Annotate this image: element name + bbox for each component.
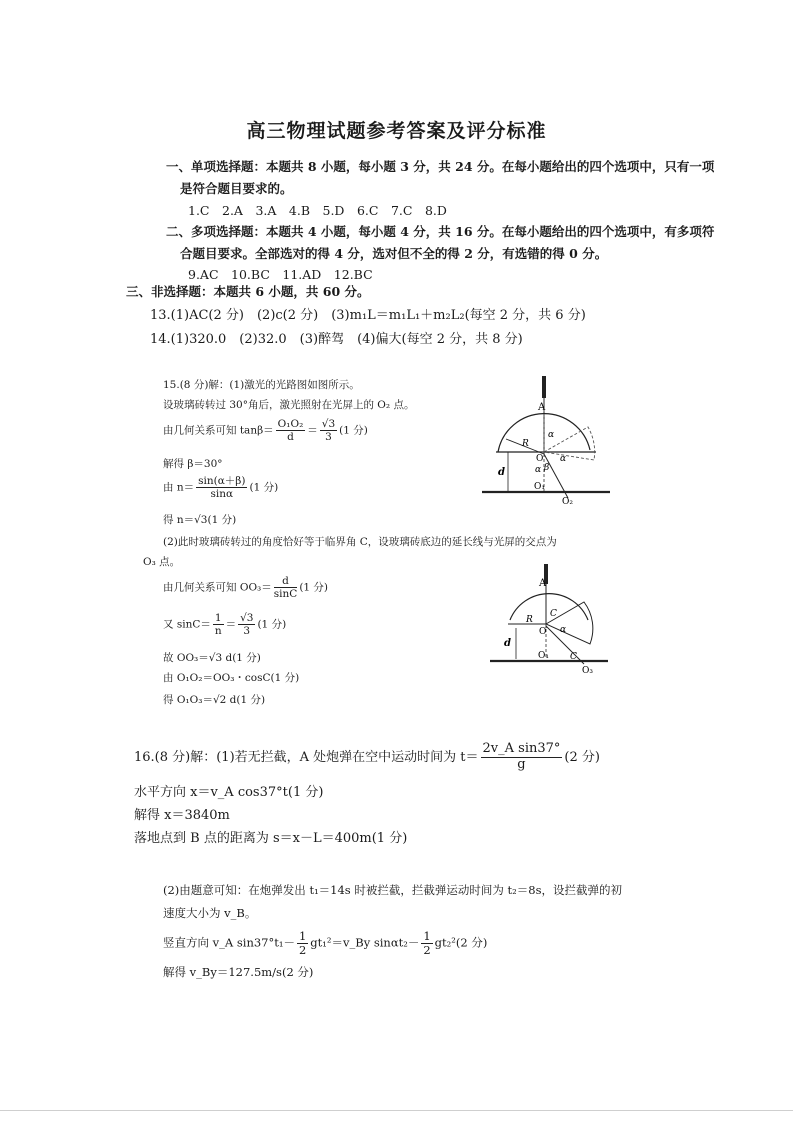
label-beta-1: β bbox=[544, 463, 550, 473]
q15-line2: 设玻璃砖转过 30°角后，激光照射在光屏上的 O₂ 点。 bbox=[163, 399, 415, 411]
q16-line5a: (2)由题意可知：在炮弹发出 t₁＝14s 时被拦截，拦截弹运动时间为 t₂＝8s，设拦截弹的初 bbox=[163, 883, 622, 897]
section1-heading-line1: 一、单项选择题：本题共 8 小题，每小题 3 分，共 24 分。在每小题给出的四个选项中，只有一项 bbox=[166, 159, 715, 174]
section2-heading-line1: 二、多项选择题：本题共 4 小题，每小题 4 分，共 16 分。在每小题给出的四个选项中，有多项符 bbox=[166, 224, 715, 239]
section2-answers: 9.AC 10.BC 11.AD 12.BC bbox=[188, 267, 373, 282]
section2-heading-line2: 合题目要求。全部选对的得 4 分，选对但不全的得 2 分，有选错的得 0 分。 bbox=[180, 246, 608, 261]
label-o1-2: O₁ bbox=[538, 651, 549, 661]
label-r-2: R bbox=[526, 615, 533, 625]
q15-line4: 解得 β＝30° bbox=[163, 458, 223, 470]
label-alpha-2: α bbox=[560, 625, 567, 635]
label-o-2: O bbox=[539, 627, 547, 637]
label-d-2: d bbox=[504, 638, 511, 649]
q15-line10: 故 OO₃＝√3 d(1 分) bbox=[163, 652, 261, 664]
section1-heading-line2: 是符合题目要求的。 bbox=[180, 181, 293, 196]
optics-diagram-1 bbox=[478, 372, 618, 508]
q16-line4: 落地点到 B 点的距离为 s＝x－L＝400m(1 分) bbox=[134, 831, 408, 846]
q15-line12: 得 O₁O₃＝√2 d(1 分) bbox=[163, 694, 266, 706]
q15-line7a: (2)此时玻璃砖转过的角度恰好等于临界角 C，设玻璃砖底边的延长线与光屏的交点为 bbox=[163, 536, 557, 548]
q15-line11: 由 O₁O₂＝OO₃・cosC(1 分) bbox=[163, 672, 300, 684]
q16-line1: 16.(8 分)解：(1)若无拦截，A 处炮弹在空中运动时间为 t＝ $\frac{\text{2v\_A sin37°}}{g}$ (2 分) bbox=[134, 741, 600, 772]
label-o2-1: O₂ bbox=[562, 497, 573, 507]
label-c2-2: C bbox=[570, 652, 577, 662]
page-bottom-divider bbox=[0, 1110, 793, 1111]
label-r-1: R bbox=[522, 439, 529, 449]
q14-answer: 14.(1)320.0 (2)32.0 (3)醉驾 (4)偏大(每空 2 分，共 8 分) bbox=[150, 332, 523, 347]
q15-line8: 由几何关系可知 OO₃＝ $\frac{d}{\sin C}$ (1 分) bbox=[163, 575, 329, 601]
section3-heading: 三、非选择题：本题共 6 小题，共 60 分。 bbox=[126, 284, 370, 299]
q15-line7b: O₃ 点。 bbox=[143, 556, 181, 568]
q16-line2: 水平方向 x＝v_A cos37°t(1 分) bbox=[134, 785, 324, 800]
q15-line9: 又 sinC＝ $\frac{1}{n}$ ＝ $\frac{√3}{3}$ (1 分) bbox=[163, 612, 287, 638]
label-alpha-small-1: α bbox=[535, 465, 542, 475]
label-o1-1: O₁ bbox=[534, 482, 545, 492]
optics-diagram-2 bbox=[488, 560, 612, 680]
q15-line5: 由 n＝ $\frac{\sin(\alpha+\beta)}{\sin\alpha}$ (1 分) bbox=[163, 475, 279, 501]
q16-line7: 解得 v_By＝127.5m/s(2 分) bbox=[163, 965, 314, 979]
label-c-2: C bbox=[550, 609, 557, 619]
q15-line3: 由几何关系可知 tanβ＝ $\frac{\text{O₁O₂}}{d}$ ＝ $\frac{√3}{3}$ (1 分) bbox=[163, 418, 368, 444]
section1-answers: 1.C 2.A 3.A 4.B 5.D 6.C 7.C 8.D bbox=[188, 203, 447, 218]
label-a-2: A bbox=[539, 578, 547, 589]
page-title: 高三物理试题参考答案及评分标准 bbox=[246, 120, 547, 142]
label-a-1: A bbox=[538, 402, 546, 413]
q16-line6: 竖直方向 v_A sin37°t₁－ $\frac{1}{2}$ gt₁²＝v_By sinαt₂－ $\frac{1}{2}$ gt₂²(2 分) bbox=[163, 929, 488, 958]
q16-line3: 解得 x＝3840m bbox=[134, 808, 230, 823]
q15-line6: 得 n＝√3(1 分) bbox=[163, 514, 237, 526]
label-alpha-1: α bbox=[548, 430, 555, 440]
q13-answer: 13.(1)AC(2 分) (2)c(2 分) (3)m₁L＝m₁L₁＋m₂L₂(每空 2 分，共 6 分) bbox=[150, 308, 586, 323]
label-o-1: O bbox=[536, 454, 544, 464]
laser-pointer-1 bbox=[542, 376, 546, 398]
label-o3-2: O₃ bbox=[582, 666, 593, 676]
label-alpha-right-1: α bbox=[560, 454, 567, 464]
q15-line1: 15.(8 分)解：(1)激光的光路图如图所示。 bbox=[163, 379, 360, 391]
q16-line5b: 速度大小为 v_B。 bbox=[163, 906, 257, 920]
label-d-1: d bbox=[498, 467, 505, 478]
